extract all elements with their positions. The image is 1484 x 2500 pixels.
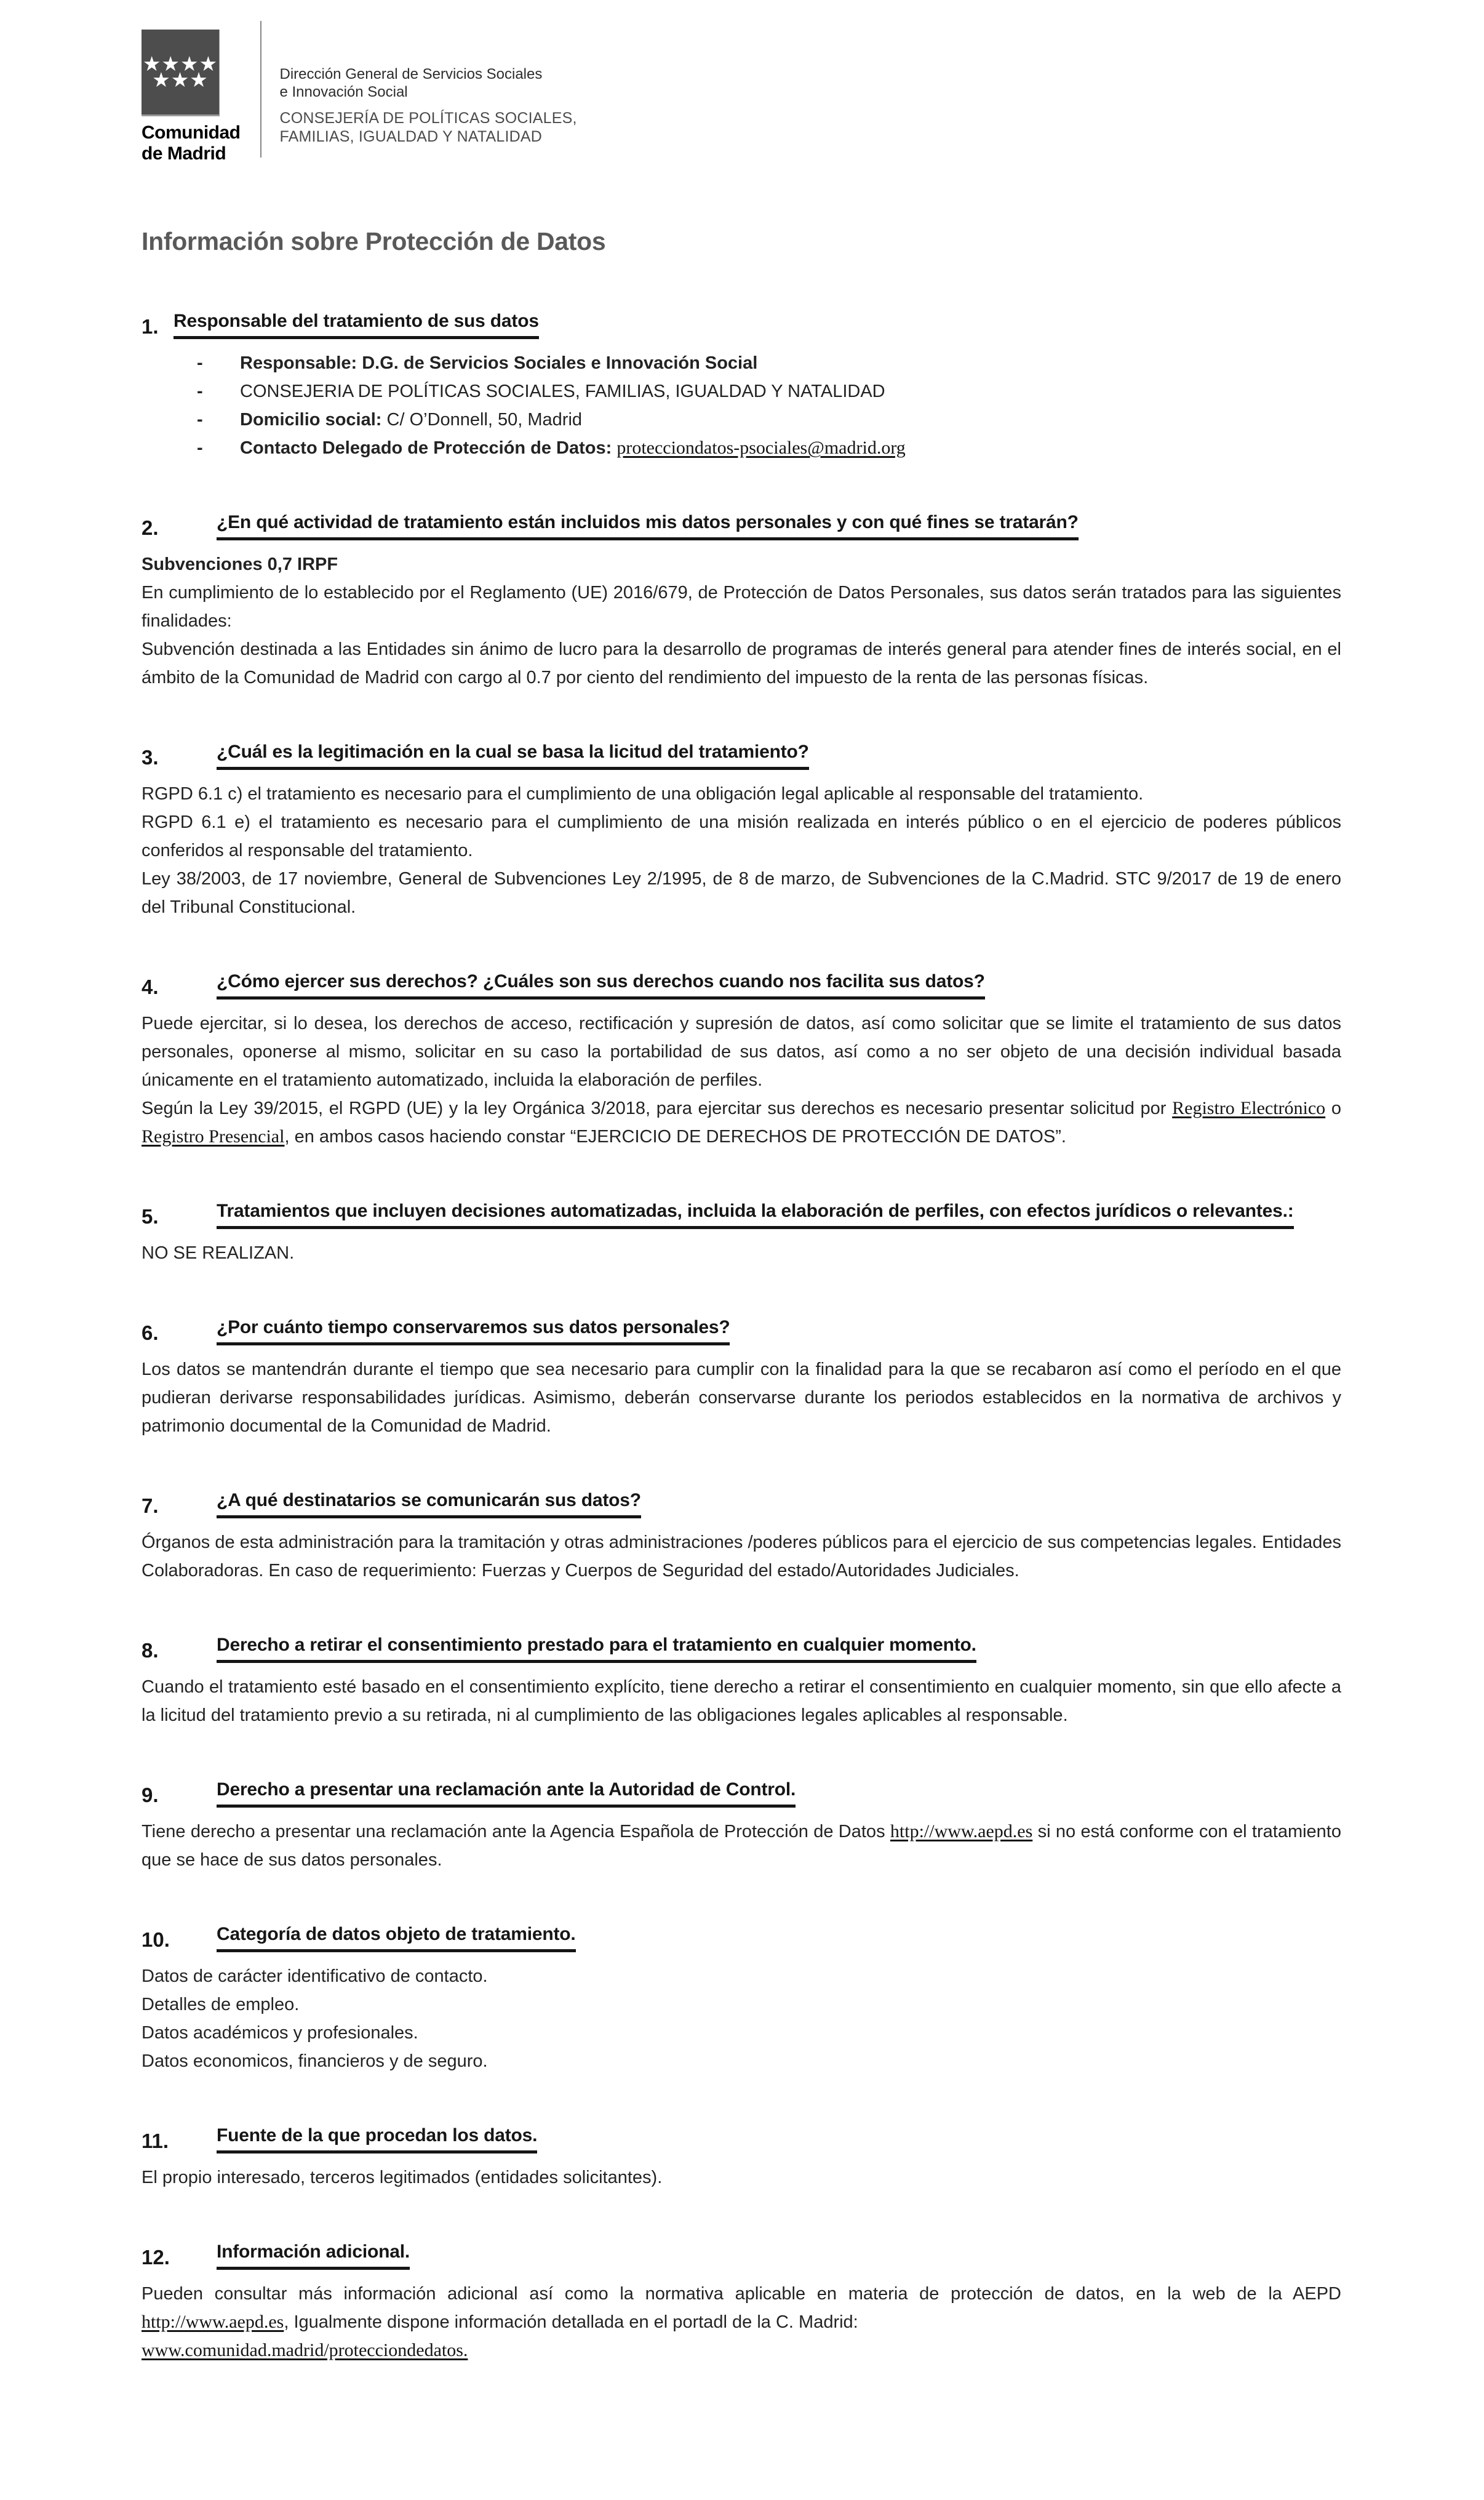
section-4-heading: ¿Cómo ejercer sus derechos? ¿Cuáles son sus derechos cuando nos facilita sus datos?: [217, 969, 985, 1000]
section-8-heading: Derecho a retirar el consentimiento prestado para el tratamiento en cualquier momento.: [217, 1633, 976, 1663]
paragraph: [142, 2336, 1341, 2365]
org-name-line2: e Innovación Social: [279, 84, 408, 100]
paragraph: NO SE REALIZAN.: [142, 1243, 295, 1263]
aepd-link[interactable]: http://www.aepd.es: [890, 1821, 1033, 1841]
section-11-heading: Fuente de la que procedan los datos.: [217, 2123, 537, 2153]
section-2: [142, 510, 1341, 692]
section-9-head: [142, 1777, 1341, 1808]
section-1-number: 1.: [142, 315, 159, 339]
section-6-heading: ¿Por cuánto tiempo conservaremos sus datos personales?: [217, 1315, 730, 1345]
section-5-number: 5.: [142, 1205, 159, 1228]
section-7: [142, 1488, 1341, 1585]
paragraph: [142, 1094, 1341, 1151]
comunidad-madrid-proteccion-link[interactable]: www.comunidad.madrid/protecciondedatos.: [142, 2340, 468, 2360]
section-1: [142, 309, 1341, 462]
section-12-heading: Información adicional.: [217, 2240, 410, 2270]
section-5-head: [142, 1199, 1341, 1229]
logo-caption: [142, 122, 241, 164]
section-11-head: [142, 2123, 1341, 2153]
paragraph: RGPD 6.1 c) el tratamiento es necesario para el cumplimiento de una obligación legal aplicable al responsable del tratamiento.: [142, 784, 1144, 804]
section-5-heading: Tratamientos que incluyen decisiones automatizadas, incluida la elaboración de perfiles, con efectos jurídicos o relevantes.:: [217, 1199, 1294, 1229]
paragraph: Órganos de esta administración para la tramitación y otras administraciones /poderes públicos para el ejercicio de sus competencias legales. Entidades Colaboradoras. En caso de requerimiento: Fuerzas y Cuerpos de Seguridad del estado/Autoridades Judiciales.: [142, 1532, 1341, 1581]
registro-presencial-link[interactable]: Registro Presencial: [142, 1126, 285, 1147]
department-line1: CONSEJERÍA DE POLÍTICAS SOCIALES,: [279, 110, 577, 127]
paragraph: En cumplimiento de lo establecido por el Reglamento (UE) 2016/679, de Protección de Datos Personales, sus datos serán tratados para las siguientes finalidades:: [142, 583, 1341, 631]
paragraph: El propio interesado, terceros legitimados (entidades solicitantes).: [142, 2168, 663, 2187]
data-category-line: Datos economicos, financieros y de seguro.: [142, 2051, 488, 2071]
section-1-heading: Responsable del tratamiento de sus datos: [174, 309, 539, 339]
org-name-line1: Dirección General de Servicios Sociales: [279, 66, 543, 82]
paragraph: Cuando el tratamiento esté basado en el consentimiento explícito, tiene derecho a retirar el consentimiento en cualquier momento, sin que ello afecte a la licitud del tratamiento previo a su retirada, ni al cumplimiento de las obligaciones legales aplicables al responsable.: [142, 1677, 1341, 1725]
paragraph-text: , en ambos casos haciendo constar “EJERCICIO DE DERECHOS DE PROTECCIÓN DE DATOS”.: [284, 1127, 1066, 1147]
data-category-line: Datos académicos y profesionales.: [142, 2023, 418, 2043]
list-item: [142, 349, 1341, 377]
paragraph-text: Según la Ley 39/2015, el RGPD (UE) y la ley Orgánica 3/2018, para ejercitar sus derechos es necesario presentar solicitud por: [142, 1099, 1173, 1118]
section-11-number: 11.: [142, 2129, 169, 2153]
list-item: [142, 377, 1341, 406]
logo-caption-line1: Comunidad: [142, 122, 241, 143]
section-3-head: [142, 740, 1341, 770]
section-2-heading: ¿En qué actividad de tratamiento están incluidos mis datos personales y con qué fines se tratarán?: [217, 510, 1079, 540]
domicilio-value: C/ O’Donnell, 50, Madrid: [381, 410, 583, 430]
org-block: [280, 30, 577, 146]
comunidad-de-madrid-logo: [142, 30, 241, 164]
section-8-head: [142, 1633, 1341, 1663]
paragraph-text: si no está conforme con el tratamiento que se hace de sus datos personales.: [142, 1822, 1341, 1870]
section-10: [142, 1922, 1341, 2075]
section-2-subheading: Subvenciones 0,7 IRPF: [142, 555, 338, 574]
section-10-head: [142, 1922, 1341, 1952]
dash-bullet: -: [197, 410, 203, 430]
section-11: [142, 2123, 1341, 2192]
section-8-number: 8.: [142, 1639, 159, 1662]
section-1-head: [142, 309, 1341, 339]
section-2-number: 2.: [142, 516, 159, 540]
madrid-flag-icon: [142, 30, 220, 116]
section-3-heading: ¿Cuál es la legitimación en la cual se basa la licitud del tratamiento?: [217, 740, 809, 770]
data-category-line: Datos de carácter identificativo de contacto.: [142, 1966, 488, 1986]
aepd-link-2[interactable]: http://www.aepd.es: [142, 2312, 284, 2332]
paragraph: Puede ejercitar, si lo desea, los derechos de acceso, rectificación y supresión de datos, así como solicitar que se limite el tratamiento de sus datos personales, oponerse al mismo, solicitar en su caso la portabilidad de sus datos, así como a no ser objeto de una decisión individual basada únicamente en el tratamiento automatizado, incluida la elaboración de perfiles.: [142, 1014, 1341, 1090]
department-line2: FAMILIAS, IGUALDAD Y NATALIDAD: [279, 128, 542, 145]
document-header: [142, 30, 1341, 164]
section-6-head: [142, 1315, 1341, 1345]
dash-bullet: -: [197, 353, 203, 373]
paragraph: RGPD 6.1 e) el tratamiento es necesario para el cumplimiento de una misión realizada en interés público o en el ejercicio de poderes públicos conferidos al responsable del tratamiento.: [142, 812, 1341, 860]
paragraph-text: , Igualmente dispone información detallada en el portadl de la C. Madrid:: [284, 2312, 858, 2332]
domicilio-label: Domicilio social:: [240, 410, 382, 430]
header-divider: [260, 21, 261, 158]
list-item: [142, 406, 1341, 434]
paragraph: [142, 1817, 1341, 1874]
dash-bullet: -: [197, 438, 203, 458]
section-4-number: 4.: [142, 976, 159, 999]
section-12-head: [142, 2240, 1341, 2270]
section-12: [142, 2240, 1341, 2365]
section-2-head: [142, 510, 1341, 540]
paragraph-text: o: [1325, 1099, 1341, 1118]
responsable-value: Responsable: D.G. de Servicios Sociales e Innovación Social: [240, 353, 758, 373]
paragraph: Subvención destinada a las Entidades sin ánimo de lucro para la desarrollo de programas de interés general para atender fines de interés social, en el ámbito de la Comunidad de Madrid con cargo al 0.7 por ciento del rendimiento del impuesto de la renta de las personas físicas.: [142, 639, 1341, 687]
page-title: Información sobre Protección de Datos: [142, 227, 606, 255]
section-7-number: 7.: [142, 1494, 159, 1518]
logo-caption-line2: de Madrid: [142, 143, 226, 164]
data-category-line: Detalles de empleo.: [142, 1995, 300, 2014]
section-7-head: [142, 1488, 1341, 1518]
section-6: [142, 1315, 1341, 1440]
paragraph-text: Tiene derecho a presentar una reclamación ante la Agencia Española de Protección de Datos: [142, 1822, 890, 1841]
section-3: [142, 740, 1341, 921]
consejeria-value: CONSEJERIA DE POLÍTICAS SOCIALES, FAMILIAS, IGUALDAD Y NATALIDAD: [240, 382, 885, 401]
paragraph: Los datos se mantendrán durante el tiempo que sea necesario para cumplir con la finalidad para la que se recabaron así como el período en el que pudieran derivarse responsabilidades jurídicas. Asimismo, deberán conservarse durante los periodos establecidos en la normativa de archivos y patrimonio documental de la Comunidad de Madrid.: [142, 1360, 1341, 1436]
registro-electronico-link[interactable]: Registro Electrónico: [1172, 1098, 1326, 1118]
section-10-number: 10.: [142, 1928, 170, 1952]
paragraph: [142, 2280, 1341, 2336]
paragraph-text: Pueden consultar más información adicional así como la normativa aplicable en materia de protección de datos, en la web de la AEPD: [142, 2284, 1341, 2304]
dpo-email-link[interactable]: protecciondatos-psociales@madrid.org: [616, 438, 906, 458]
section-3-number: 3.: [142, 746, 159, 769]
stars-icon: ★★★★: [142, 52, 218, 75]
list-item: [142, 434, 1341, 462]
section-4-head: [142, 969, 1341, 1000]
section-10-heading: Categoría de datos objeto de tratamiento.: [217, 1922, 576, 1952]
department-name: [280, 109, 577, 146]
section-9-number: 9.: [142, 1784, 159, 1807]
section-8: [142, 1633, 1341, 1729]
stars-icon: ★★★: [152, 68, 209, 91]
section-9: [142, 1777, 1341, 1874]
section-4: [142, 969, 1341, 1151]
dpo-contact-label: Contacto Delegado de Protección de Datos:: [240, 438, 617, 458]
section-6-number: 6.: [142, 1321, 159, 1345]
section-5: [142, 1199, 1341, 1267]
section-9-heading: Derecho a presentar una reclamación ante la Autoridad de Control.: [217, 1777, 796, 1808]
section-12-number: 12.: [142, 2246, 170, 2269]
dash-bullet: -: [197, 382, 203, 401]
section-7-heading: ¿A qué destinatarios se comunicarán sus datos?: [217, 1488, 641, 1518]
paragraph: Ley 38/2003, de 17 noviembre, General de Subvenciones Ley 2/1995, de 8 de marzo, de Subvenciones de la C.Madrid. STC 9/2017 de 19 de enero del Tribunal Constitucional.: [142, 869, 1341, 917]
